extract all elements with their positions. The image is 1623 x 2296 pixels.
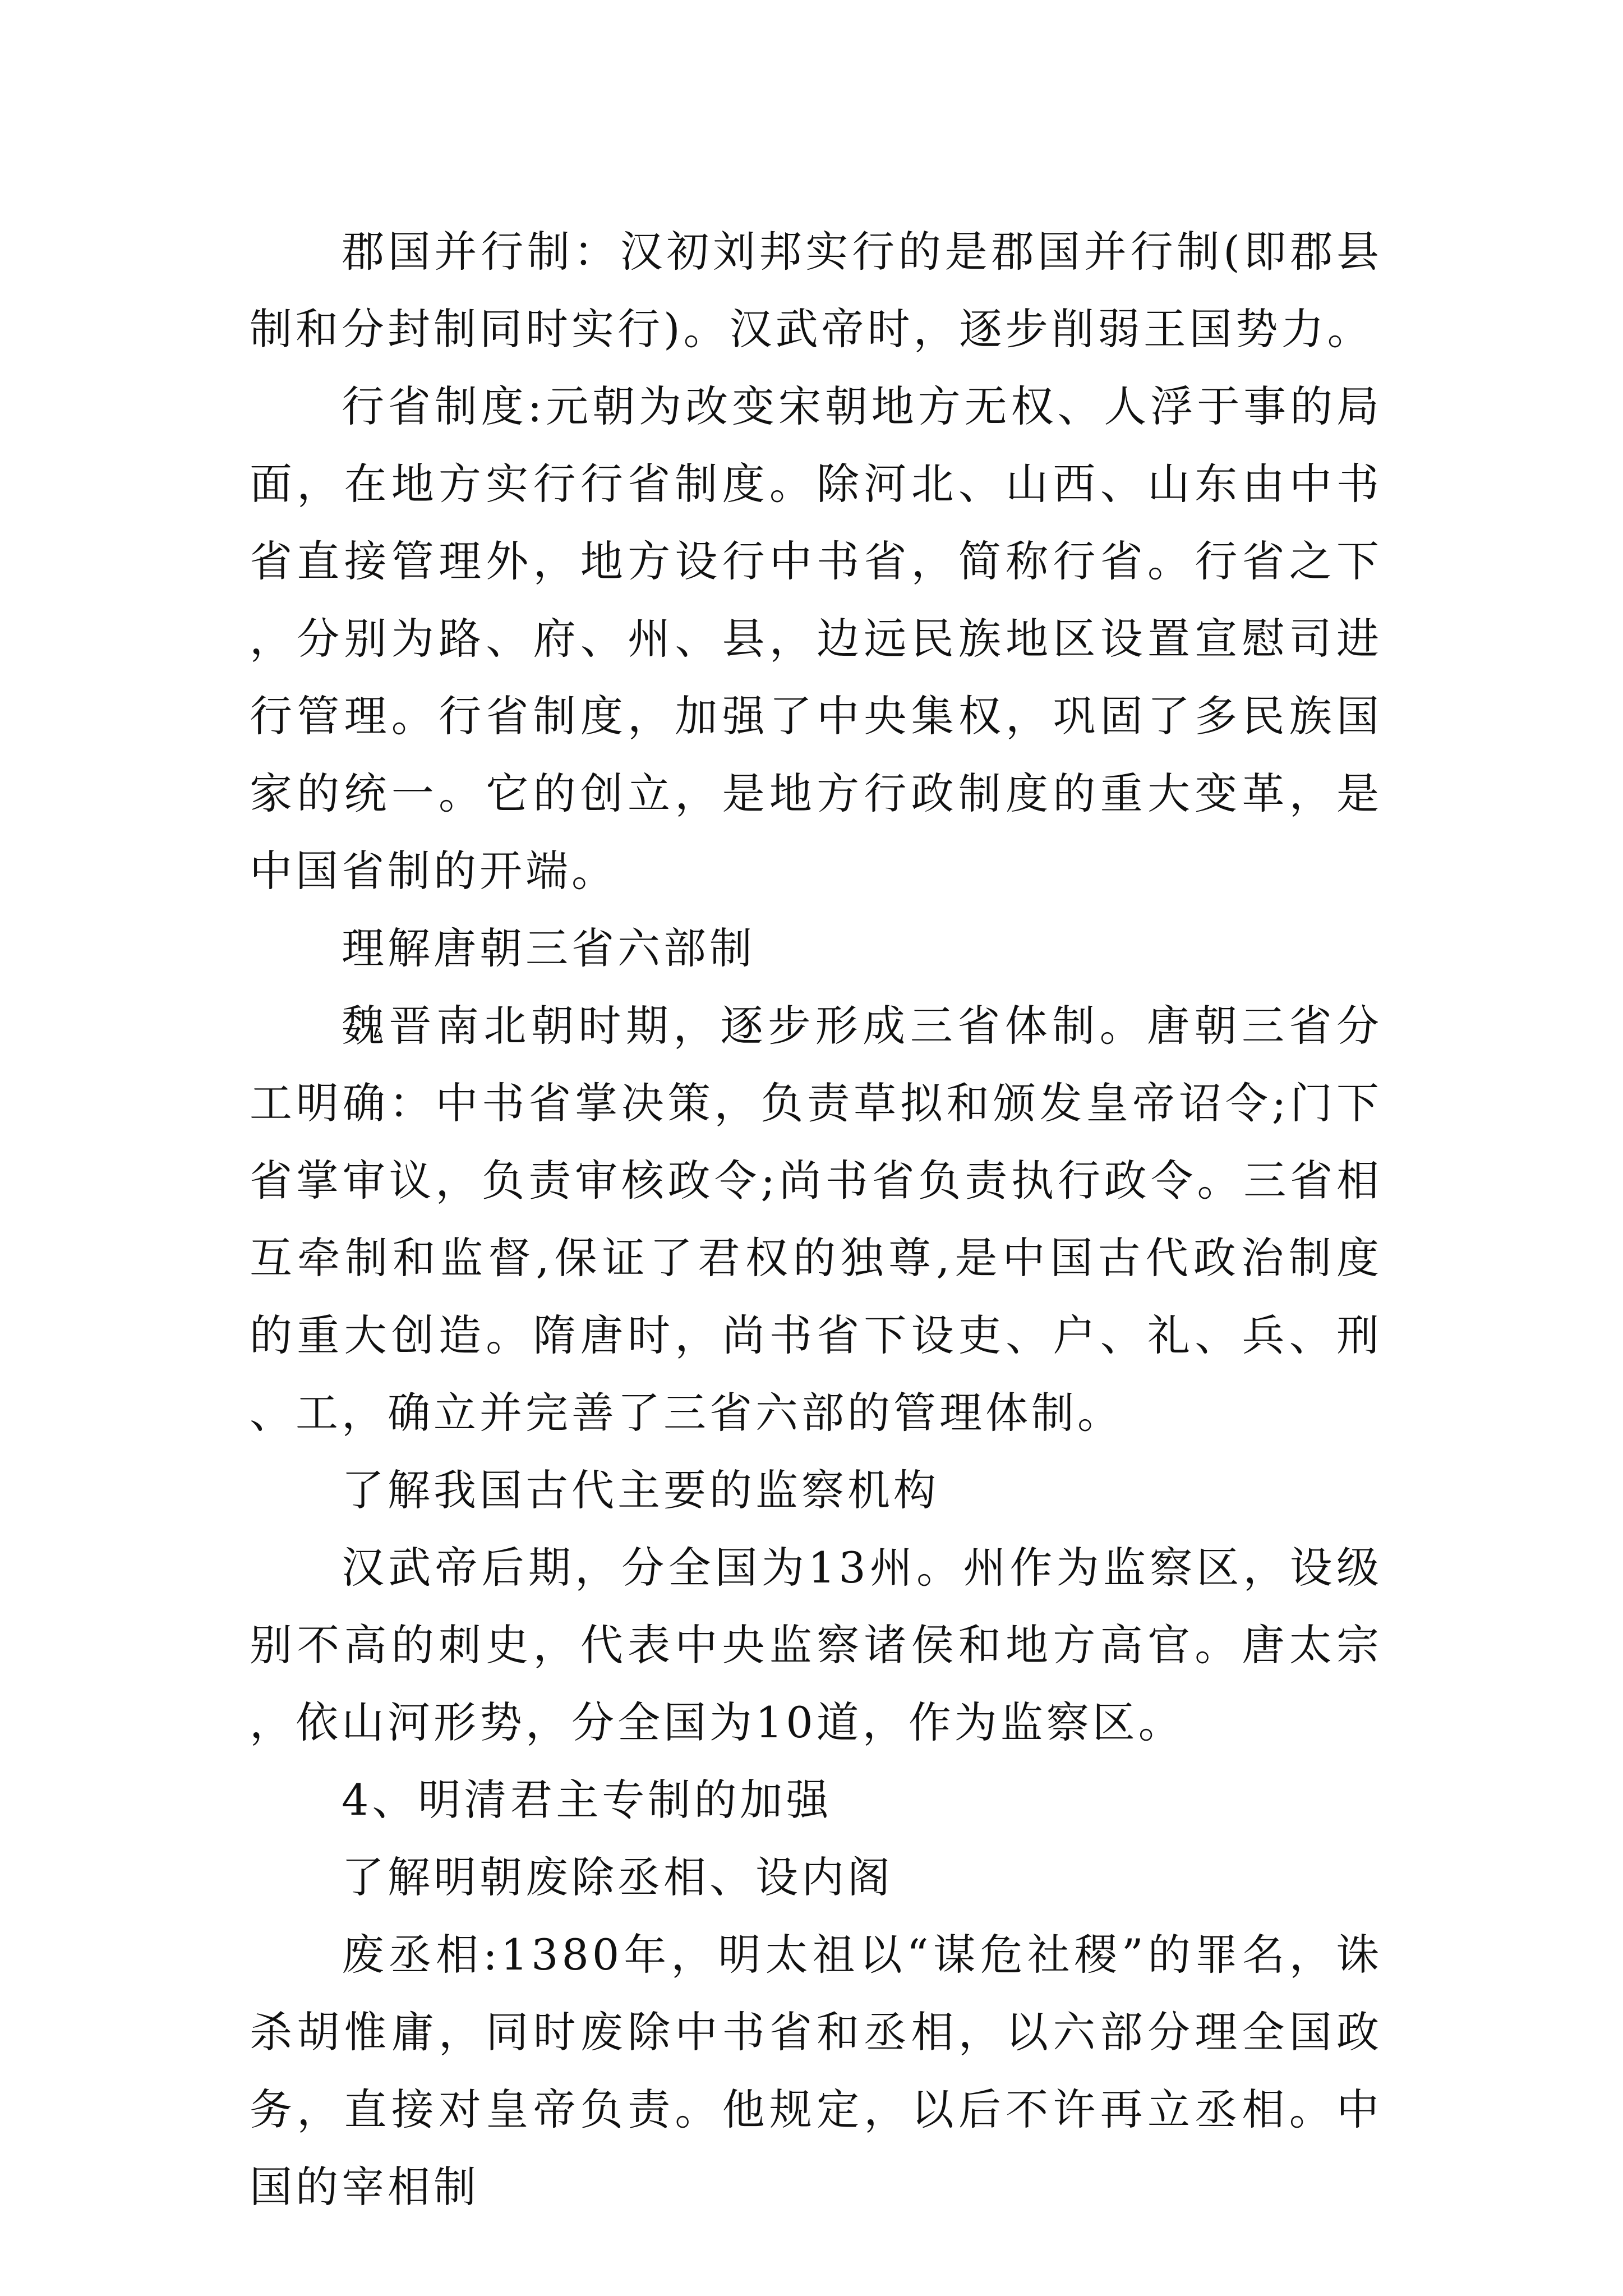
paragraph-xingsheng: 行省制度:元朝为改变宋朝地方无权、人浮于事的局面，在地方实行行省制度。除河北、山西、山东由中书省直接管理外，地方设行中书省，简称行省。行省之下，分别为路、府、州、县，边远民族地区设置宣慰司进行管理。行省制度，加强了中央集权，巩固了多民族国家的统一。它的创立，是地方行政制度的重大变革，是中国省制的开端。: [250, 381, 1382, 896]
heading-sansheng-liubu: 理解唐朝三省六部制: [342, 923, 755, 973]
heading-mingqing: 4、明清君主专制的加强: [342, 1775, 832, 1825]
document-body: [250, 213, 1382, 2226]
heading-jiancha: 了解我国古代主要的监察机构: [342, 1465, 939, 1515]
paragraph-jiancha: 汉武帝后期，分全国为13州。州作为监察区，设级别不高的刺史，代表中央监察诸侯和地方高官。唐太宗，依山河形势，分全国为10道，作为监察区。: [250, 1543, 1382, 1747]
paragraph-fei-chengxiang: 废丞相:1380年，明太祖以“谋危社稷”的罪名，诛杀胡惟庸，同时废除中书省和丞相，以六部分理全国政务，直接对皇帝负责。他规定，以后不许再立丞相。中国的宰相制: [250, 1930, 1382, 2212]
paragraph-junguo: 郡国并行制：汉初刘邦实行的是郡国并行制(即郡县制和分封制同时实行)。汉武帝时，逐步削弱王国势力。: [250, 227, 1382, 354]
paragraph-sansheng: 魏晋南北朝时期，逐步形成三省体制。唐朝三省分工明确：中书省掌决策，负责草拟和颁发皇帝诏令;门下省掌审议，负责审核政令;尚书省负责执行政令。三省相互牵制和监督,保证了君权的独尊,是中国古代政治制度的重大创造。隋唐时，尚书省下设吏、户、礼、兵、刑、工，确立并完善了三省六部的管理体制。: [250, 1001, 1382, 1438]
heading-fei-chengxiang: 了解明朝废除丞相、设内阁: [342, 1852, 893, 1902]
